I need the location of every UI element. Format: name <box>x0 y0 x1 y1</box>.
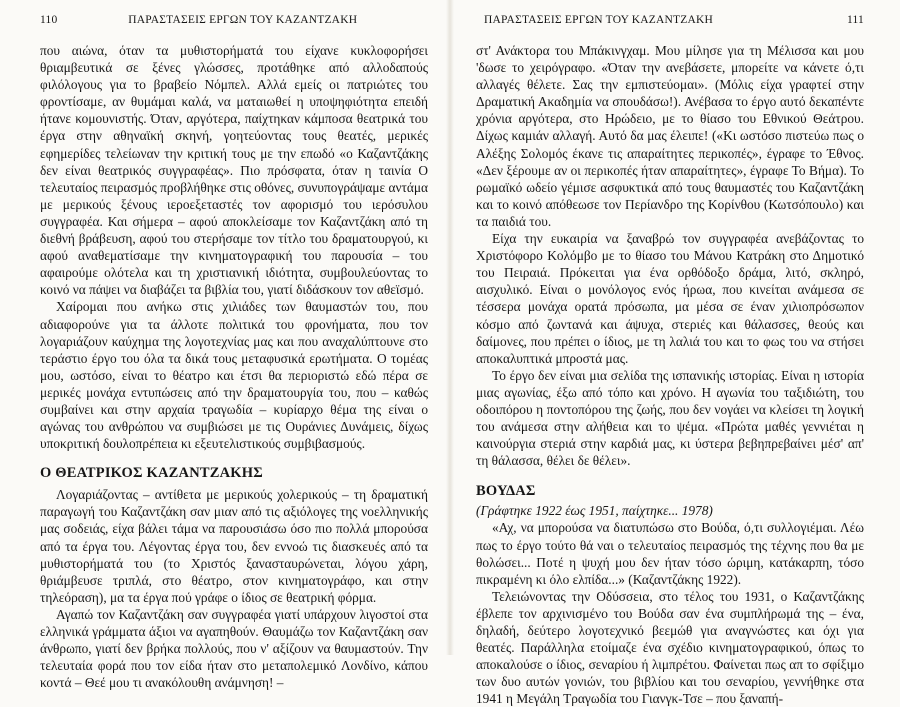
left-running-head <box>40 14 428 30</box>
section-heading-buddha: ΒΟΥΔΑΣ <box>476 483 536 500</box>
section-heading-theatrical: Ο ΘΕΑΤΡΙΚΟΣ ΚΑΖΑΝΤΖΑΚΗΣ <box>40 465 263 482</box>
left-page <box>0 0 450 691</box>
right-paragraph-4: «Αχ, να μπορούσα να διατυπώσω στο Βούδα, ό,τι συλλογιέμαι. Λέω πως το έργο τούτο θά ναι ο τελευταίος πειρασμός της τέχνης που θα με θολώσει... Ποτέ η ψυχή μου δεν ήταν τόσο ώριμη, κατάκαρπη, τόσο πικραμένη κι όλο ελπίδα...» (Καζαντζάκης 1922). <box>476 520 864 587</box>
right-paragraph-2: Είχα την ευκαιρία να ξαναβρώ τον συγγραφέα ανεβάζοντας το Χριστόφορο Κολόμβο με το θίασο του Μάνου Κατράκη στο Δημοτικό του Πειραιά. Πρόκειται για ένα ορθόδοξο δράμα, λιτό, σκληρό, αισχυλικό. Είναι ο μονόλογος ενός ήρωα, που κινείται ανάμεσα σε τέσσερα μονάχα ορατά πρόσωπα, μα μέσα σε έναν χιλιοπρόσωπον κόσμο από ζωντανά και άψυχα, στεριές και θάλασσες, θεούς και δαίμονες, που πρέπει ο ίδιος, με τη λαλιά του και το φως του να στήσει αποκαλυπτικά μπροστά μας. <box>476 231 864 366</box>
right-paragraph-1: στ' Ανάκτορα του Μπάκινγχαμ. Μου μίλησε για τη Μέλισσα και μου 'δωσε το χειρόγραφο. «Όταν την ανεβάσετε, μπορείτε να κάνετε ό,τι αλλαγές θέλετε. Σας την εμπιστεύομαι». (Μόλις είχα γραφτεί στην Δραματική Ακαδημία να σπουδάσω!). Ανέβασα το έργο αυτό δεκαπέντε χρόνια αργότερα, στο Ηρώδειο, με το θίασο του Εθνικού Θεάτρου. Δίχως καμιάν αλλαγή. Αυτό δα μας έλειπε! («Κι ωστόσο πιστεύω πως ο Αλέξης Σολομός έκανε τις απαραίτητες περικοπές», έγραφε το Έθνος. «Δεν ξέρουμε αν οι περικοπές ήταν απαραίτητες», έγραφε Το Βήμα). Το ρωμαϊκό ωδείο γέμισε ασφυκτικά από τους θαυμαστές του Καζαντζάκη και το κοινό απόθεωσε τον Περίανδρο της Κορίνθου (Κωτσόπουλο) και τα παιδιά του. <box>476 43 864 229</box>
right-running-head <box>476 14 864 30</box>
running-title-left: ΠΑΡΑΣΤΑΣΕΙΣ ΕΡΓΩΝ ΤΟΥ ΚΑΖΑΝΤΖΑΚΗ <box>128 14 358 26</box>
right-paragraph-5: Τελειώνοντας την Οδύσσεια, στο τέλος του 1931, ο Καζαντζάκης έβλεπε τον αρχινισμένο του Βούδα σαν ένα συμπλήρωμά της – ένα, δηλαδή, δεύτερο λογοτεχνικό βεεμώθ για αναγνώστες και όχι για θεατές. Παράλληλα ετοίμαζε ένα σχέδιο κινηματογραφικού, όπως το αποκαλούσε ο ίδιος, σεναρίου ή λιμπρέτου. Φαίνεται πως απ το σφίξιμο των δυο αυτών γονιών, του βιβλίου και του σεναρίου, γεννήθηκε στα 1941 η Μεγάλη Τραγωδία του Γιανγκ-Τσε – που ξαναπή- <box>476 588 864 707</box>
left-paragraph-4: Αγαπώ τον Καζαντζάκη σαν συγγραφέα γιατί υπάρχουν λιγοστοί στα ελληνικά γράμματα άξιοι να αγαπηθούν. Θαυμάζω τον Καζαντζάκη σαν άνθρωπο, γιατί δεν βρήκα πολλούς, που ν' αξίζουν να θαυμαστούν. Την τελευταία φορά που τον είδα ήταν στο μεταπολεμικό Λονδίνο, κάπου κοντά – Θεέ μου τι ανακόλουθη ανάμνηση! – <box>40 606 428 691</box>
section-subheading-buddha: (Γράφτηκε 1922 έως 1951, παίχτηκε... 1978) <box>476 503 713 519</box>
right-paragraph-3: Το έργο δεν είναι μια σελίδα της ισπανικής ιστορίας. Είναι η ιστορία μιας αγωνίας, έξω από τόπο και χρόνο. Η αγωνία του ταξιδιώτη, του οδοιπόρου η ποντοπόρου της ζωής, που δεν νογάει να κλείσει τη λογική του ανάμεσα στην αλήθεια και το ψέμα. «Πρώτα μαθές γεννιέται η καινούργια στεριά στην καρδιά μας, κι ύστερα βεβηπρεβαίνει μέσ' απ' τη θάλασσα, θέλει δε θέλει». <box>476 367 864 469</box>
right-body <box>476 42 864 707</box>
page-number-right: 111 <box>847 14 864 26</box>
running-title-right: ΠΑΡΑΣΤΑΣΕΙΣ ΕΡΓΩΝ ΤΟΥ ΚΑΖΑΝΤΖΑΚΗ <box>484 14 713 26</box>
left-paragraph-3: Λογαριάζοντας – αντίθετα με μερικούς χολερικούς – τη δραματική παραγωγή του Καζαντζάκη σαν μιαν από τις αξιόλογες της νοελληνικής μας σοδειάς, είχα βάλει τάμα να παρουσιάσω όσο πιο πολλά μπορούσα από τα έργα του. Λέγοντας έργα του, δεν εννοώ τις διασκευές από τα μυθιστορήματά του (το Χριστός ξανασταυρώνεται, λόγου χάρη, θριάμβευσε τριπλά, στο θέατρο, στον κινηματογράφο, και στην τηλεόραση), μα τα έργα πού γράφε ο ίδιος σε θεατρική φόρμα. <box>40 487 428 605</box>
left-paragraph-2: Χαίρομαι που ανήκω στις χιλιάδες των θαυμαστών του, που αδιαφορούνε για τα άλλοτε πολιτικά του φρονήματα, που τον λογαριάζουν καύχημα της λογοτεχνίας μας και που αναχαλύπτουνε στο τεράστιο έργο του όλα τα δικά τους μεταφυσικά ερωτήματα. Ο τομέας μου, ωστόσο, είναι το θέατρο και έτσι θα περιοριστώ εδώ πέρα σε μερικές μονάχα εντυπώσεις από την δραματουργία του, που – καθώς συμβαίνει και στην αρχαία τραγωδία – κυρίαρχο θέμα της είναι ο αγώνας του ανθρώπου να συμβιώσει με τις Ουράνιες Δυνάμεις, δίχως υποκριτική δουλοπρέπεια κι εξευτελιστικούς συμβιβασμούς. <box>40 299 428 452</box>
left-paragraph-1: που αιώνα, όταν τα μυθιστορήματά του είχανε κυκλοφορήσει θριαμβευτικά σε ξένες γλώσσες, προτάθηκε από αλλοδαπούς φιλόλογους για το βραβείο Νόμπελ. Αλλά εμείς οι πατριώτες του φροντίσαμε, αν θυμάμαι καλά, να ματαιωθεί η υποψηφιότητα επειδή ήτανε κομουνιστής. Όταν, αργότερα, παίχτηκαν κάμποσα θεατρικά του έργα στην αθηναϊκή σκηνή, γοητεύοντας τους θεατές, μερικές εφημερίδες τελείωναν την κριτική τους με την επωδό «ο Καζαντζάκης δεν είναι θεατρικός συγγραφέας». Πιο πρόσφατα, όταν η ταινία Ο τελευταίος πειρασμός προβλήθηκε στις οθόνες, συνυπογράψαμε αντάμα με μερικούς ξένους ιεροεξεταστές τον αφορισμό του ιερόσυλου συγγραφέα. Και σήμερα – αφού αποκλείσαμε τον Καζαντζάκη από τη διεθνή βράβευση, αφού του στερήσαμε τον τίτλο του δραματουργού, κι αφού αναθεματίσαμε την κινηματογραφική του παρουσία – του αφαιρούμε ολότελα και τη χριστιανική ιδιότητα, συμβουλεύοντας το κοινό να πάψει να διαβάζει τα βιβλία του, γιατί διδάσκουν τον αθεϊσμό. <box>40 43 428 298</box>
right-page <box>450 0 900 707</box>
page-number-left: 110 <box>40 14 58 26</box>
left-body <box>40 42 428 691</box>
